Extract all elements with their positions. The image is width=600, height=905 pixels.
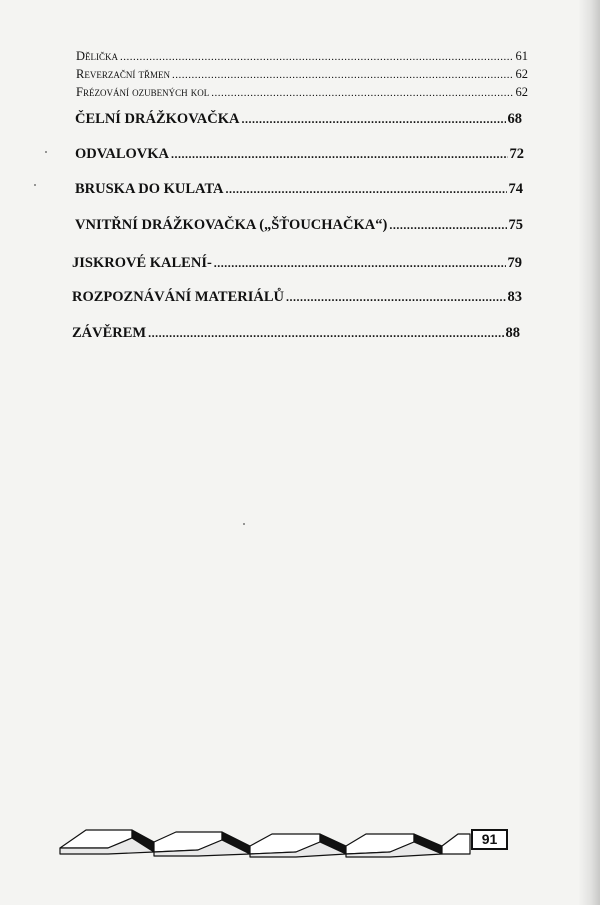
toc-main-entry xyxy=(72,325,520,342)
toc-entry-title: Frézování ozubených kol xyxy=(76,85,210,99)
dot-leader xyxy=(148,326,503,341)
toc-entry-title: VNITŘNÍ DRÁŽKOVAČKA („ŠŤOUCHAČKA“) xyxy=(75,217,388,233)
decorative-footer-band xyxy=(58,820,518,860)
toc-entry-page: 62 xyxy=(515,85,528,99)
toc-entry-page: 72 xyxy=(509,146,524,162)
toc-entry-title: ODVALOVKA xyxy=(75,146,169,162)
toc-entry-page: 83 xyxy=(507,289,522,305)
toc-entry-page: 88 xyxy=(505,325,520,341)
scan-speck xyxy=(34,184,36,186)
dot-leader xyxy=(389,218,506,233)
dot-leader xyxy=(120,51,513,63)
toc-entry-title: ROZPOZNÁVÁNÍ MATERIÁLŮ xyxy=(72,289,285,305)
dot-leader xyxy=(172,69,514,81)
toc-sub-entry xyxy=(76,85,528,100)
dot-leader xyxy=(214,256,506,271)
toc-entry-title: JISKROVÉ KALENÍ- xyxy=(72,255,212,271)
toc-entry-page: 68 xyxy=(507,111,522,127)
dot-leader xyxy=(211,87,513,99)
dot-leader xyxy=(242,112,506,127)
toc-entry-page: 79 xyxy=(507,255,522,271)
toc-main-entry xyxy=(75,181,523,198)
toc-main-entry xyxy=(75,217,523,234)
toc-entry-title: Reverzační třmen xyxy=(76,67,170,81)
toc-main-entry xyxy=(72,289,522,306)
toc-main-entry xyxy=(75,111,522,128)
toc-sub-entry xyxy=(76,49,528,64)
page-number: 91 xyxy=(471,829,508,850)
scan-speck xyxy=(45,151,47,153)
toc-main-entry xyxy=(72,255,522,272)
dot-leader xyxy=(171,147,508,162)
toc-sub-entry xyxy=(76,67,528,82)
toc-entry-page: 62 xyxy=(515,67,528,81)
toc-entry-page: 61 xyxy=(515,49,528,63)
toc-entry-title: ČELNÍ DRÁŽKOVAČKA xyxy=(75,111,240,127)
page-edge-shadow xyxy=(578,0,600,905)
dot-leader xyxy=(226,182,507,197)
toc-entry-title: Dělička xyxy=(76,49,119,63)
dot-leader xyxy=(286,290,505,305)
band-segment-light xyxy=(442,834,470,854)
toc-entry-page: 75 xyxy=(508,217,523,233)
toc-entry-title: ZÁVĚREM xyxy=(72,325,147,341)
toc-entry-title: BRUSKA DO KULATA xyxy=(75,181,224,197)
toc-entry-page: 74 xyxy=(508,181,523,197)
toc-main-entry xyxy=(75,146,524,163)
scan-speck xyxy=(243,523,245,525)
